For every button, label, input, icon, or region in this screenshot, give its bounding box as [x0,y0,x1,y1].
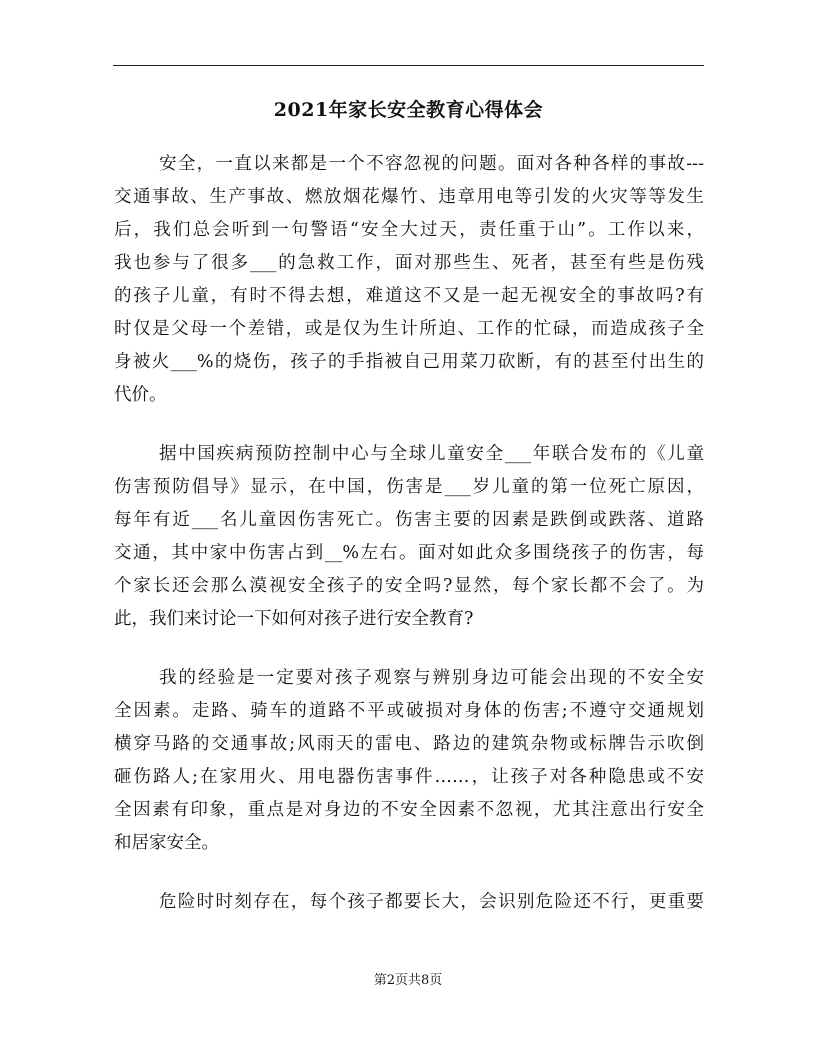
paragraph-4 [114,886,704,919]
text-line: 此，我们来讨论一下如何对孩子进行安全教育? [114,609,474,629]
text-line: 横穿马路的交通事故;风雨天的雷电、路边的建筑杂物或标牌告示吹倒 [114,734,704,754]
text-line: 时仅是父母一个差错，或是仅为生计所迫、工作的忙碌，而造成孩子全 [114,319,704,339]
text-line: 全因素。走路、骑车的道路不平或破损对身体的伤害;不遵守交通规划 [114,701,704,721]
text-line: 据中国疾病预防控制中心与全球儿童安全___年联合发布的《儿童 [159,444,704,464]
text-line: 危险时时刻存在，每个孩子都要长大，会识别危险还不行，更重要 [159,892,704,912]
text-line: 安全，一直以来都是一个不容忽视的问题。面对各种各样的事故--- [159,154,704,174]
text-line: 的孩子儿童，有时不得去想，难道这不又是一起无视安全的事故吗?有 [114,286,704,306]
text-line: 身被火___%的烧伤，孩子的手指被自己用菜刀砍断，有的甚至付出生的 [114,352,704,372]
text-line: 每年有近___名儿童因伤害死亡。伤害主要的因素是跌倒或跌落、道路 [114,510,704,530]
text-line: 和居家安全。 [114,833,219,853]
text-line: 砸伤路人;在家用火、用电器伤害事件……，让孩子对各种隐患或不安 [114,767,704,787]
page-number: 第2页共8页 [373,973,443,988]
text-line: 交通事故、生产事故、燃放烟花爆竹、违章用电等引发的火灾等等发生 [114,187,704,207]
paragraph-3 [114,662,704,860]
document-title: 2021年家长安全教育心得体会 [273,99,544,121]
text-line: 交通，其中家中伤害占到__%左右。面对如此众多围绕孩子的伤害，每 [114,543,704,563]
header-rule [113,65,704,66]
text-line: 伤害预防倡导》显示，在中国，伤害是___岁儿童的第一位死亡原因， [114,477,704,497]
text-line: 个家长还会那么漠视安全孩子的安全吗?显然，每个家长都不会了。为 [114,576,704,596]
text-line: 我的经验是一定要对孩子观察与辨别身边可能会出现的不安全安 [159,668,704,688]
paragraph-2 [114,438,704,636]
document-body [114,148,704,919]
paragraph-1 [114,148,704,412]
text-line: 代价。 [114,385,167,405]
text-line: 全因素有印象，重点是对身边的不安全因素不忽视，尤其注意出行安全 [114,800,704,820]
text-line: 后，我们总会听到一句警语“安全大过天，责任重于山”。工作以来， [114,220,704,240]
text-line: 我也参与了很多___的急救工作，面对那些生、死者，甚至有些是伤残 [114,253,704,273]
